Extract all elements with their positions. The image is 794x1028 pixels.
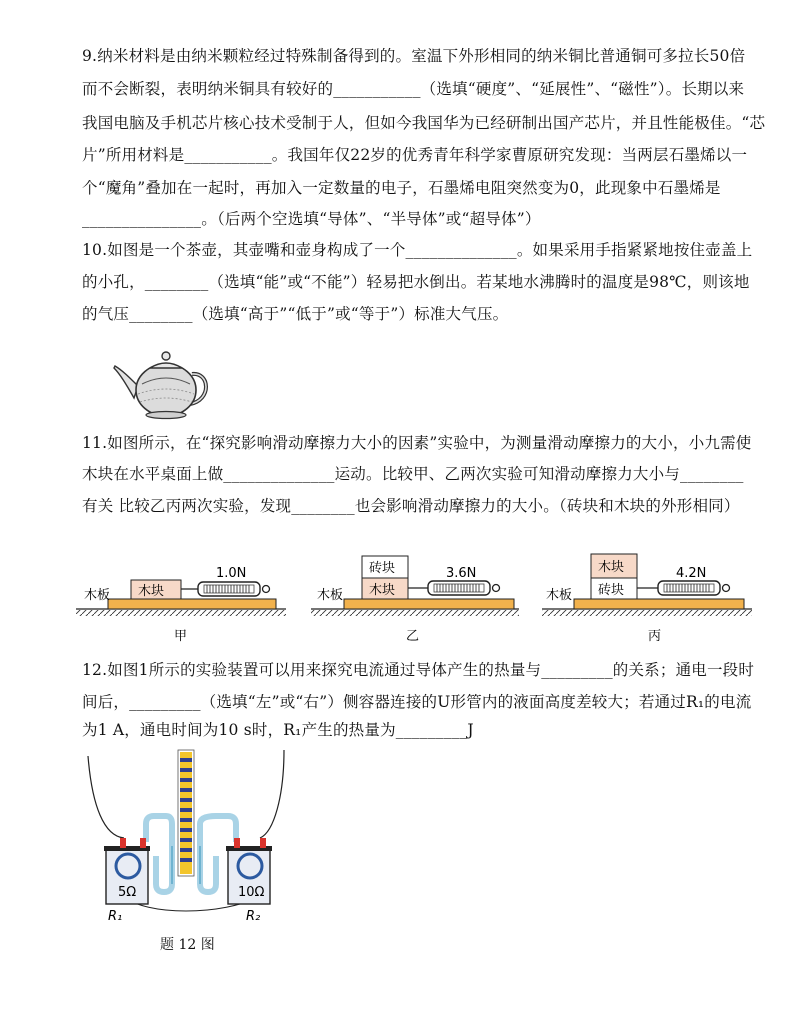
right-resistor-value: 10Ω: [238, 885, 265, 900]
friction-experiment-figure: [76, 548, 766, 648]
q11-line-1: 11.如图所示，在“探究影响滑动摩擦力大小的因素”实验中，为测量滑动摩擦力的大小，小九需使: [82, 434, 752, 452]
force-reading-yi: 3.6N: [446, 566, 477, 581]
figure-12-caption: 题 12 图: [160, 937, 215, 953]
joule-heating-apparatus-figure: [84, 746, 294, 932]
board-label-jia: 木板: [84, 588, 111, 603]
q11-line-2: 木块在水平桌面上做______________运动。比较甲、乙两次实验可知滑动摩擦力大小与________: [82, 465, 744, 483]
q9-line-4: 片”所用材料是___________。我国年仅22岁的优秀青年科学家曹原研究发现：当两层石墨烯以一: [82, 146, 748, 164]
q9-line-3: 我国电脑及手机芯片核心技术受制于人，但如今我国华为已经研制出国产芯片，并且性能极佳。“芯: [82, 114, 766, 132]
wood-block-label-jia: 木块: [138, 584, 165, 599]
q12-line-1: 12.如图1所示的实验装置可以用来探究电流通过导体产生的热量与_________的关系；通电一段时: [82, 661, 755, 679]
friction-panel-bing: [542, 554, 752, 644]
q10-line-2: 的小孔，________（选填“能”或“不能”）轻易把水倒出。若某地水沸腾时的温度是98℃，则该地: [82, 273, 750, 291]
friction-panel-jia: [76, 566, 286, 644]
force-reading-bing: 4.2N: [676, 566, 707, 581]
q12-line-3: 为1 A，通电时间为10 s时，R₁产生的热量为_________J: [82, 721, 474, 739]
wood-block-label-bing: 木块: [598, 560, 625, 575]
q11-line-3: 有关 比较乙丙两次实验，发现________也会影响滑动摩擦力的大小。（砖块和木块的外形相同）: [82, 497, 740, 515]
q9-line-5: 个“魔角”叠加在一起时，再加入一定数量的电子，石墨烯电阻突然变为0，此现象中石墨烯是: [82, 179, 721, 197]
q10-line-1: 10.如图是一个茶壶，其壶嘴和壶身构成了一个______________。如果采用手指紧紧地按住壶盖上: [82, 241, 753, 259]
board-label-bing: 木板: [546, 588, 573, 603]
q9-line-2: 而不会断裂，表明纳米铜具有较好的___________（选填“硬度”、“延展性”、“磁性”）。长期以来: [82, 80, 745, 98]
q9-line-6: _______________。（后两个空选填“导体”、“半导体”或“超导体”）: [82, 210, 541, 228]
left-resistor-label: R₁: [108, 909, 123, 924]
brick-label-yi: 砖块: [369, 561, 396, 576]
board-label-yi: 木板: [317, 588, 344, 603]
wood-block-label-yi: 木块: [369, 583, 396, 598]
q12-line-2: 间后，_________（选填“左”或“右”）侧容器连接的U形管内的液面高度差较大；若通过R₁的电流: [82, 693, 752, 711]
teapot-image: [112, 344, 218, 420]
left-resistor-value: 5Ω: [118, 885, 137, 900]
friction-panel-yi: [311, 556, 519, 644]
brick-label-bing: 砖块: [598, 583, 625, 598]
force-reading-jia: 1.0N: [216, 566, 247, 581]
caption-bing: 丙: [648, 629, 662, 644]
caption-yi: 乙: [406, 629, 420, 644]
q9-line-1: 9.纳米材料是由纳米颗粒经过特殊制备得到的。室温下外形相同的纳米铜比普通铜可多拉长50倍: [82, 47, 746, 65]
q10-line-3: 的气压________（选填“高于”“低于”或“等于”）标准大气压。: [82, 305, 509, 323]
right-resistor-label: R₂: [246, 909, 261, 924]
caption-jia: 甲: [174, 629, 188, 644]
